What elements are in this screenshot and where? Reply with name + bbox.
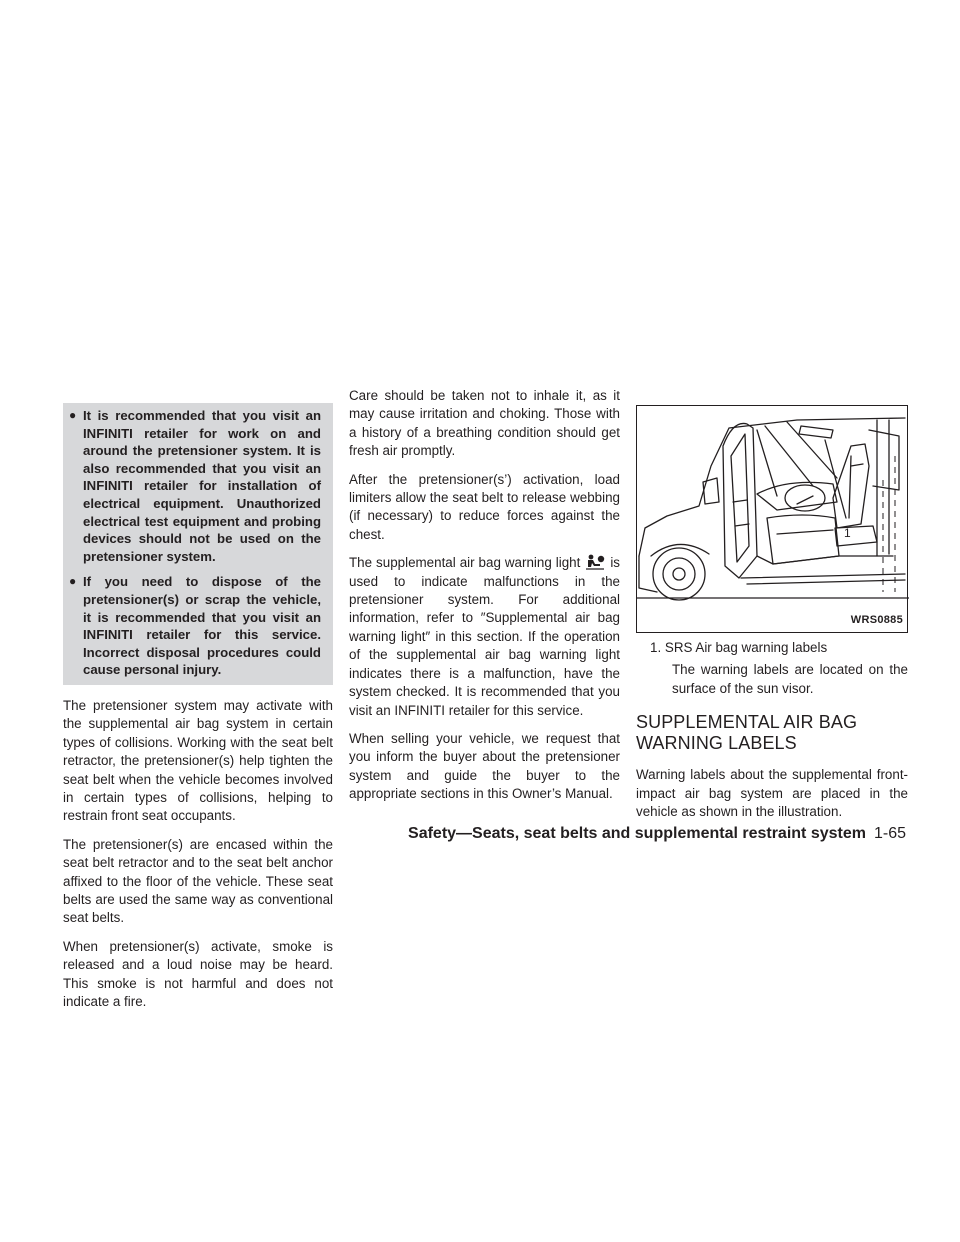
section-heading [636, 712, 908, 754]
column-right [636, 405, 908, 831]
body-paragraph: When selling your vehicle, we request that you inform the buyer about the pretensioner system and guide the buyer to the appropriate sections in this Owner’s Manual. [349, 730, 620, 802]
figure-caption-item: 1. SRS Air bag warning labels [650, 640, 828, 655]
illustration-vehicle-interior [636, 405, 908, 633]
caution-text: It is recommended that you visit an INFINITI retailer for work on and around the pretensioner system. It is also recommended that you visit an INFINITI retailer for installation of electrical equipment. Unauthorized electrical test equipment and probing devices should not be used on the pretensioner system. [83, 408, 321, 564]
body-paragraph: The pretensioner system may activate with the supplemental air bag system in certain types of collisions. Working with the seat belt retractor, the pretensioner(s) help tighten the seat belt when the vehicle becomes involved in certain types of collisions, helping to restrain front seat occupants. [63, 697, 333, 824]
section-heading-line: SUPPLEMENTAL AIR BAG [636, 712, 858, 733]
caution-text: If you need to dispose of the pretensioner(s) or scrap the vehicle, it is recommended that you visit an INFINITI retailer for this service. Incorrect disposal procedures could cause personal injury. [83, 574, 321, 678]
caution-box [63, 403, 333, 685]
airbag-warning-light-icon [584, 554, 606, 570]
body-text: is used to indicate malfunctions in the pretensioner system. For additional information, refer to ″Supplemental air bag warning light″ in this section. If the operation of the supplemental air bag warning light indicates there is a malfunction, have the system checked. It is recommended that you visit an INFINITI retailer for this service. [349, 555, 620, 718]
body-paragraph: The pretensioner(s) are encased within the seat belt retractor and to the seat belt anchor affixed to the floor of the vehicle. These seat belts are used the same way as conventional seat belts. [63, 836, 333, 926]
body-paragraph: Care should be taken not to inhale it, as it may cause irritation and choking. Those with a history of a breathing condition should get fresh air promptly. [349, 388, 620, 459]
column-middle [349, 387, 620, 814]
body-paragraph [349, 554, 620, 720]
figure-caption-description: The warning labels are located on the surface of the sun visor. [672, 662, 908, 696]
footer-chapter-title: Safety—Seats, seat belts and supplemental restraint system [408, 825, 866, 842]
vehicle-interior-drawing [637, 406, 909, 634]
caution-item [69, 407, 321, 565]
page-number: 1-65 [873, 825, 906, 842]
figure-code: WRS0885 [850, 613, 903, 626]
page-footer [408, 825, 906, 843]
body-paragraph: When pretensioner(s) activate, smoke is released and a loud noise may be heard. This smoke is not harmful and does not indicate a fire. [63, 938, 333, 1009]
section-heading-line: WARNING LABELS [636, 733, 797, 754]
bullet-icon: ● [69, 574, 77, 589]
caution-item [69, 573, 321, 679]
body-paragraph: After the pretensioner(s’) activation, load limiters allow the seat belt to release webbing (if necessary) to reduce forces against the chest. [349, 471, 620, 542]
figure-callout-number: 1 [844, 526, 851, 540]
column-left [63, 403, 333, 1021]
bullet-icon: ● [69, 408, 77, 422]
body-paragraph: Warning labels about the supplemental front-impact air bag system are placed in the vehicle as shown in the illustration. [636, 767, 908, 820]
body-text: The supplemental air bag warning light [349, 555, 581, 571]
